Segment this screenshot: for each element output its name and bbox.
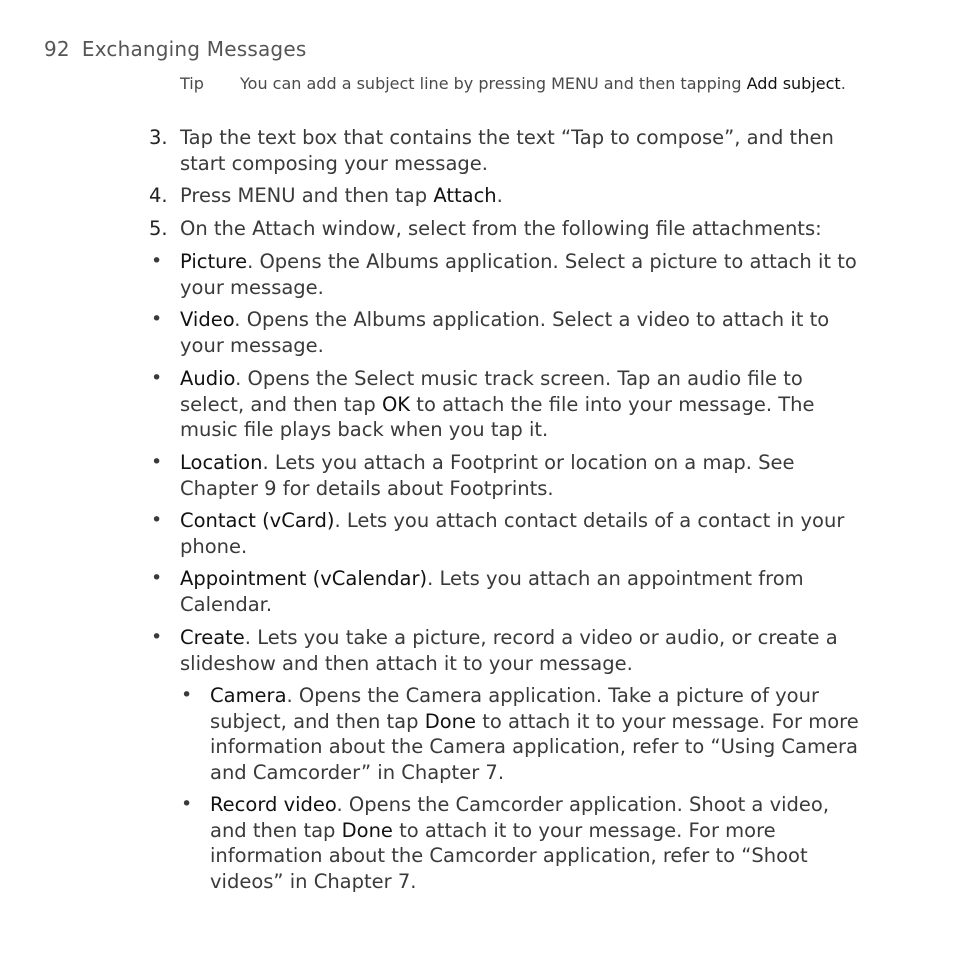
section-title: Exchanging Messages [81, 37, 307, 61]
bullet-contact: • Contact (vCard). Lets you attach contact details of a contact in your phone. [151, 509, 845, 558]
bullet-icon: • [151, 626, 163, 648]
tip-emphasis: Add subject [746, 74, 841, 93]
bullet-icon: • [151, 451, 163, 473]
attach-term: Attach [433, 184, 497, 207]
bullet-create: • Create. Lets you take a picture, record a video or audio, or create a slideshow and then attach it to your message. [151, 626, 838, 675]
bullet-term: Location [180, 451, 263, 474]
sub-bullet-camera: • Camera. Opens the Camera application. Take a picture of your subject, and then tap Done to attach it to your message. For more information about the Camera application, refer to “Using Camera and Camcorder” in Chapter 7. [181, 684, 859, 784]
tip-note [180, 72, 880, 95]
step-5 [149, 216, 870, 242]
step-4: 4. Press MENU and then tap Attach. [149, 184, 503, 207]
ok-term: OK [381, 392, 411, 416]
step-number: 5. [149, 217, 168, 240]
bullet-picture: • Picture. Opens the Albums application. Select a picture to attach it to your message. [151, 250, 857, 299]
bullet-term: Audio [180, 367, 236, 390]
bullet-video: • Video. Opens the Albums application. Select a video to attach it to your message. [151, 308, 830, 357]
bullet-term: Create [180, 626, 245, 649]
bullet-icon: • [181, 684, 193, 706]
bullet-icon: • [151, 250, 163, 272]
page-header [44, 37, 306, 61]
bullet-term: Appointment (vCalendar) [180, 567, 428, 590]
bullet-appointment: • Appointment (vCalendar). Lets you attach an appointment from Calendar. [151, 567, 804, 616]
step-3 [149, 125, 870, 176]
done-term: Done [341, 818, 393, 842]
bullet-term: Contact (vCard) [180, 509, 335, 532]
bullet-icon: • [151, 308, 163, 330]
step-text: On the Attach window, select from the following file attachments: [180, 217, 822, 240]
done-term: Done [424, 709, 477, 733]
step-number: 3. [149, 126, 168, 149]
bullet-icon: • [151, 509, 163, 531]
step-number: 4. [149, 184, 168, 207]
sub-bullet-record-video: • Record video. Opens the Camcorder application. Shoot a video, and then tap Done to attach it to your message. For more information about the Camcorder application, refer to “Shoot videos” in Chapter 7. [181, 793, 830, 893]
bullet-term: Picture [180, 250, 248, 273]
tip-label: Tip [180, 74, 204, 93]
bullet-term: Video [180, 308, 235, 331]
bullet-audio: • Audio. Opens the Select music track screen. Tap an audio file to select, and then tap OK to attach the file into your message. The music file plays back when you tap it. [151, 367, 815, 441]
bullet-icon: • [151, 367, 163, 389]
bullet-term: Camera [210, 684, 287, 707]
bullet-icon: • [181, 793, 193, 815]
bullet-term: Record video [210, 793, 337, 816]
tip-text: You can add a subject line by pressing MENU and then tapping Add subject. [240, 74, 846, 93]
page-number: 92 [44, 37, 70, 61]
bullet-icon: • [151, 567, 163, 589]
step-text: Tap the text box that contains the text “Tap to compose”, and then start composing your message. [180, 126, 834, 175]
bullet-location: • Location. Lets you attach a Footprint or location on a map. See Chapter 9 for details about Footprints. [151, 451, 795, 500]
